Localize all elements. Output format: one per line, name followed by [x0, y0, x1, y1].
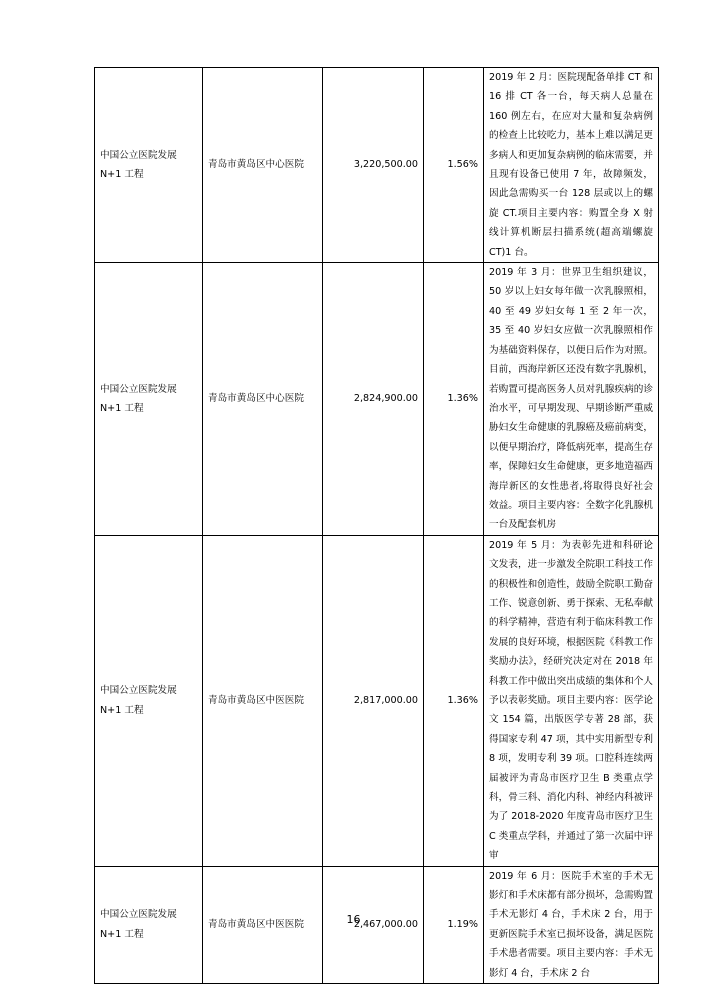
amount-cell: 3,220,500.00	[323, 68, 424, 263]
table-row	[95, 263, 659, 536]
project-name-cell: 中国公立医院发展 N+1 工程	[95, 535, 203, 866]
amount-cell: 2,467,000.00	[323, 866, 424, 983]
funding-table	[94, 67, 659, 984]
percent-cell: 1.36%	[424, 263, 484, 536]
table-row	[95, 68, 659, 263]
percent-cell: 1.19%	[424, 866, 484, 983]
description-cell: 2019 年 5 月：为表彰先进和科研论文发表，进一步激发全院职工科技工作的积极性和创造性，鼓励全院职工勤奋工作、锐意创新、勇于探索、无私奉献的科学精神，营造有利于临床科教工作发展的良好环境，根据医院《科教工作奖励办法》，经研究决定对在 2018 年科教工作中做出突出成绩的集体和个人予以表彰奖励。项目主要内容：医学论文 154 篇，出版医学专著 28 部，获得国家专利 47 项，其中实用新型专利 8 项，发明专利 39 项。口腔科连续两届被评为青岛市医疗卫生 B 类重点学科，骨三科、消化内科、神经内科被评为了 2018-2020 年度青岛市医疗卫生 C 类重点学科，并通过了第一次届中评审	[484, 535, 659, 866]
description-cell: 2019 年 3 月：世界卫生组织建议，50 岁以上妇女每年做一次乳腺照相，40 至 49 岁妇女每 1 至 2 年一次，35 至 40 岁妇女应做一次乳腺照相作为基础资料保存，以便日后作为对照。目前，西海岸新区还没有数字乳腺机，若购置可提高医务人员对乳腺疾病的诊治水平，可早期发现、早期诊断严重威胁妇女生命健康的乳腺癌及癌前病变，以便早期治疗，降低病死率，提高生存率，保障妇女生命健康，更多地造福西海岸新区的女性患者,将取得良好社会效益。项目主要内容：全数字化乳腺机一台及配套机房	[484, 263, 659, 536]
description-cell: 2019 年 2 月：医院现配备单排 CT 和 16 排 CT 各一台，每天病人总量在 160 例左右，在应对大量和复杂病例的检查上比较吃力，基本上难以满足更多病人和更加复杂病例的临床需要，并且现有设备已使用 7 年，故障频发，因此急需购买一台 128 层或以上的螺旋 CT.项目主要内容：购置全身 X 射线计算机断层扫描系统(超高端螺旋 CT)1 台。	[484, 68, 659, 263]
percent-cell: 1.36%	[424, 535, 484, 866]
unit-name-cell: 青岛市黄岛区中心医院	[203, 68, 323, 263]
project-name-cell: 中国公立医院发展 N+1 工程	[95, 263, 203, 536]
unit-name-cell: 青岛市黄岛区中心医院	[203, 263, 323, 536]
amount-cell: 2,824,900.00	[323, 263, 424, 536]
unit-name-cell: 青岛市黄岛区中医医院	[203, 535, 323, 866]
amount-cell: 2,817,000.00	[323, 535, 424, 866]
percent-cell: 1.56%	[424, 68, 484, 263]
project-name-cell: 中国公立医院发展 N+1 工程	[95, 866, 203, 983]
unit-name-cell: 青岛市黄岛区中医医院	[203, 866, 323, 983]
page-number: 16	[346, 913, 361, 926]
project-name-cell: 中国公立医院发展 N+1 工程	[95, 68, 203, 263]
table-row	[95, 535, 659, 866]
description-cell: 2019 年 6 月：医院手术室的手术无影灯和手术床都有部分损坏，急需购置手术无影灯 4 台，手术床 2 台，用于更新医院手术室已损坏设备，满足医院手术患者需要。项目主要内容：手术无影灯 4 台，手术床 2 台	[484, 866, 659, 983]
